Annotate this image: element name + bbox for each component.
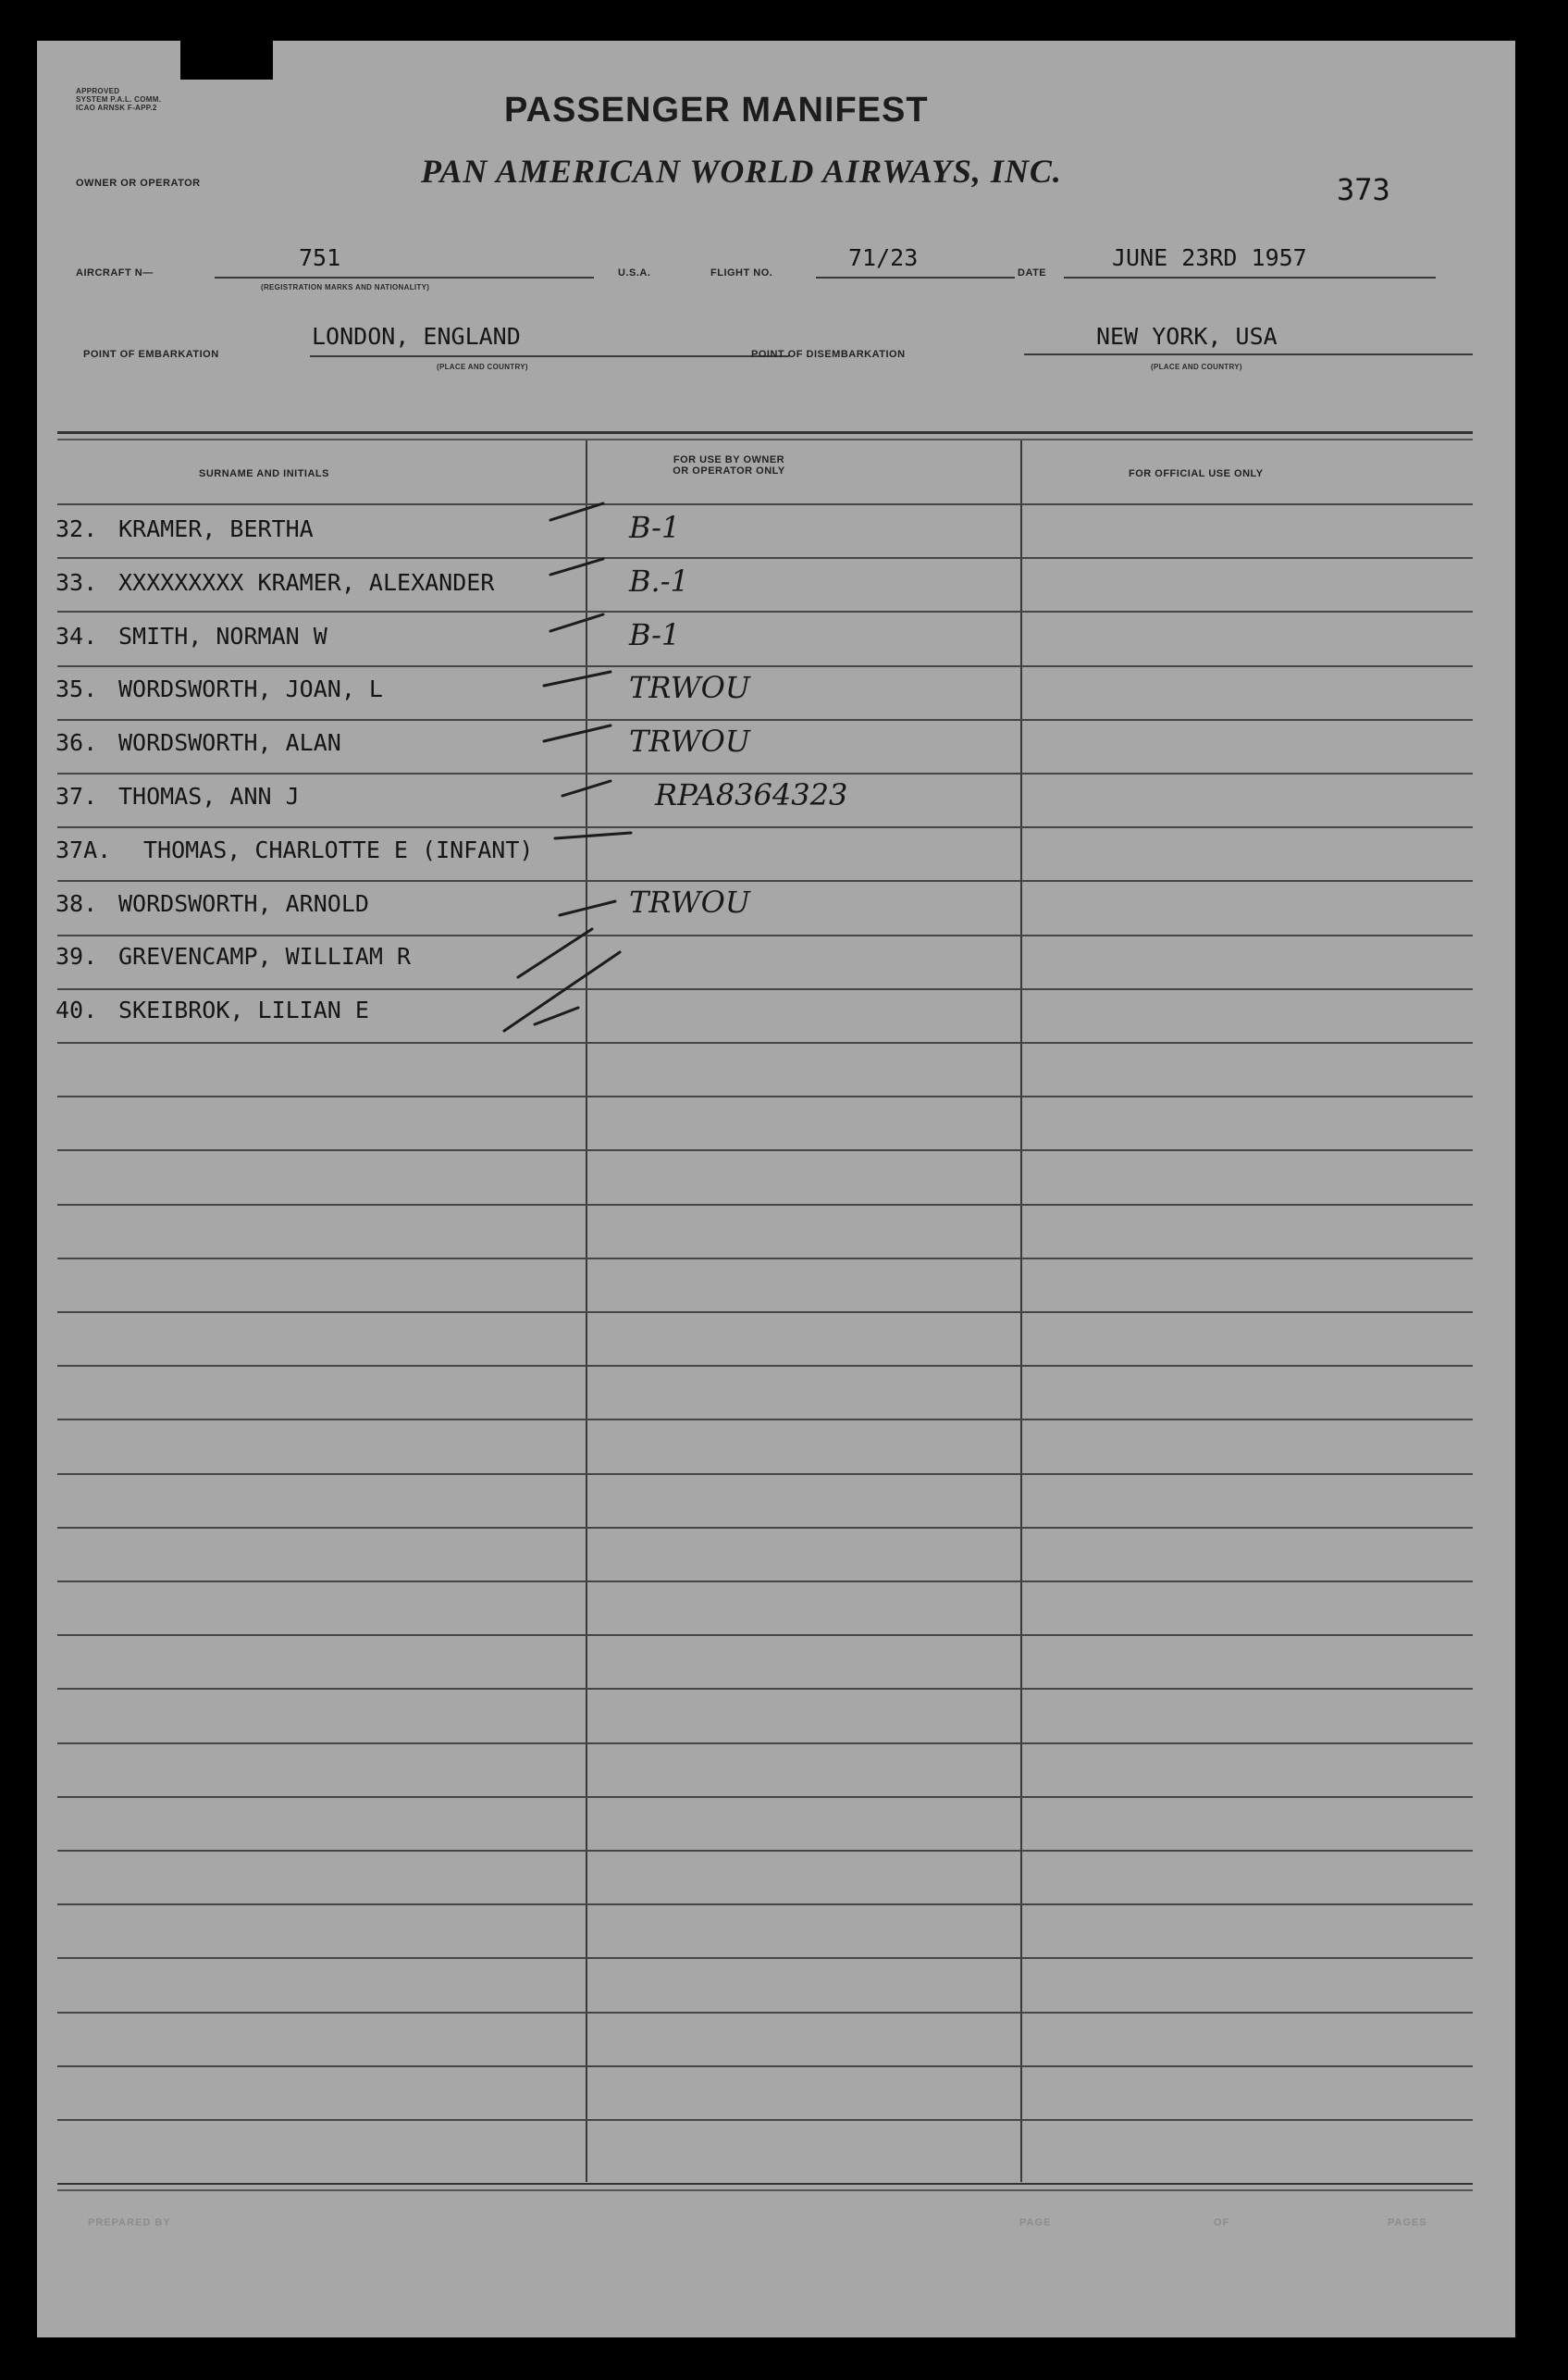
approval-line: ICAO ARNSK F-APP.2 xyxy=(76,104,157,112)
check-mark xyxy=(544,725,611,741)
passenger-name: SMITH, NORMAN W xyxy=(118,623,327,650)
check-mark xyxy=(560,901,615,915)
passenger-number: 33. xyxy=(56,569,98,596)
handwritten-marks xyxy=(37,41,1515,2337)
col-header-surname: SURNAME AND INITIALS xyxy=(199,468,329,479)
passenger-name: KRAMER, BERTHA xyxy=(118,515,314,542)
passenger-number: 34. xyxy=(56,623,98,650)
check-mark xyxy=(504,952,620,1031)
disembark-place: NEW YORK, USA xyxy=(1096,323,1278,350)
operator-note: TRWOU xyxy=(629,724,750,759)
passenger-number: 35. xyxy=(56,676,98,702)
passenger-number: 40. xyxy=(56,997,98,1023)
check-mark xyxy=(550,503,603,520)
passenger-name: THOMAS, CHARLOTTE E (INFANT) xyxy=(143,837,534,863)
usa-label: U.S.A. xyxy=(618,267,651,279)
passenger-name: WORDSWORTH, ARNOLD xyxy=(118,890,369,917)
operator-name: PAN AMERICAN WORLD AIRWAYS, INC. xyxy=(421,153,1062,190)
of-label: OF xyxy=(1214,2217,1230,2228)
col-header-official: FOR OFFICIAL USE ONLY xyxy=(1129,468,1264,479)
check-mark xyxy=(550,614,603,631)
passenger-number: 39. xyxy=(56,943,98,970)
check-mark xyxy=(550,559,603,575)
owner-label: OWNER OR OPERATOR xyxy=(76,178,201,189)
embark-place: LONDON, ENGLAND xyxy=(312,323,521,350)
passenger-name: GREVENCAMP, WILLIAM R xyxy=(118,943,412,970)
passenger-name: SKEIBROK, LILIAN E xyxy=(118,997,369,1023)
operator-note: B-1 xyxy=(629,510,681,545)
flight-label: FLIGHT NO. xyxy=(710,267,773,279)
approval-line: APPROVED xyxy=(76,87,120,95)
passenger-number: 38. xyxy=(56,890,98,917)
operator-note: RPA8364323 xyxy=(655,777,848,812)
operator-note: TRWOU xyxy=(629,670,750,705)
manifest-sheet xyxy=(37,41,1515,2337)
operator-note: TRWOU xyxy=(629,885,750,920)
approval-line: SYSTEM P.A.L. COMM. xyxy=(76,95,162,104)
check-mark xyxy=(562,781,611,796)
passenger-number: 37. xyxy=(56,783,98,810)
passenger-number: 32. xyxy=(56,515,98,542)
passenger-name: XXXXXXXXX KRAMER, ALEXANDER xyxy=(118,569,495,596)
operator-note: B-1 xyxy=(629,617,681,652)
manifest-date: JUNE 23RD 1957 xyxy=(1112,244,1307,271)
col-header-owner-line2: OR OPERATOR ONLY xyxy=(673,465,785,477)
prepared-by-label: PREPARED BY xyxy=(88,2217,171,2228)
flight-number: 71/23 xyxy=(848,244,919,271)
passenger-name: WORDSWORTH, JOAN, L xyxy=(118,676,383,702)
embark-label: POINT OF EMBARKATION xyxy=(83,349,219,360)
passenger-name: THOMAS, ANN J xyxy=(118,783,300,810)
check-mark xyxy=(544,672,611,686)
passenger-name: WORDSWORTH, ALAN xyxy=(118,729,341,756)
page-number: 373 xyxy=(1337,172,1390,207)
aircraft-sublabel: (REGISTRATION MARKS AND NATIONALITY) xyxy=(261,283,430,291)
date-label: DATE xyxy=(1018,267,1047,279)
page-label: PAGE xyxy=(1019,2217,1052,2228)
strike-mark xyxy=(555,833,631,838)
disembark-label: POINT OF DISEMBARKATION xyxy=(751,349,906,360)
check-mark xyxy=(518,929,592,977)
check-mark xyxy=(535,1008,578,1024)
col-header-owner-line1: FOR USE BY OWNER xyxy=(673,454,785,465)
operator-note: B.-1 xyxy=(629,564,689,599)
aircraft-label: AIRCRAFT N— xyxy=(76,267,154,279)
page-title: PASSENGER MANIFEST xyxy=(504,91,929,130)
pages-label: PAGES xyxy=(1388,2217,1427,2228)
embark-sublabel: (PLACE AND COUNTRY) xyxy=(437,363,528,371)
passenger-number: 36. xyxy=(56,729,98,756)
aircraft-number: 751 xyxy=(299,244,341,271)
passenger-number: 37A. xyxy=(56,837,112,863)
disembark-sublabel: (PLACE AND COUNTRY) xyxy=(1151,363,1242,371)
